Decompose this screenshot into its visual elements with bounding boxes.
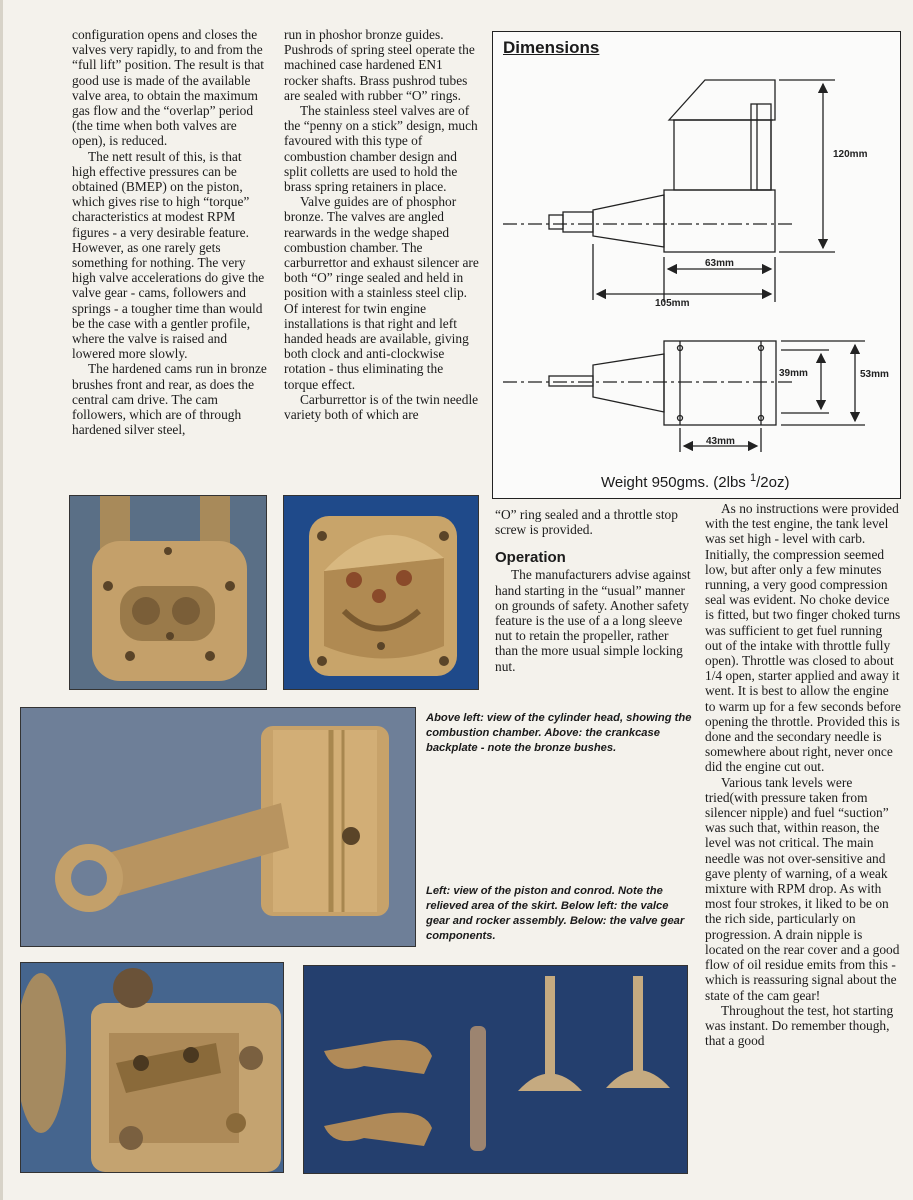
text-column-2 <box>284 27 480 422</box>
dim-outer-width-label: 53mm <box>860 369 889 380</box>
page-edge <box>0 0 3 1200</box>
crankcase-backplate-photo <box>283 495 479 690</box>
photo-caption-1: Above left: view of the cylinder head, showing the combustion chamber. Above: the crankcase backplate - note the bronze bushes. <box>426 712 692 754</box>
section-heading-operation: Operation <box>495 549 566 567</box>
dimensions-title: Dimensions <box>503 38 600 57</box>
paragraph: Valve guides are of phosphor bronze. The valves are angled rearwards in the wedge shaped combustion chamber. The carburrettor and exhaust silencer are both “O” ringe sealed and held in position with a stainless steel clip. Of interest for twin engine installations is that right and left handed heads are available, giving both clock and anti-clockwise rotation - thus eliminating the torque effect. <box>284 194 479 392</box>
dim-mount-spacing-label: 43mm <box>706 436 735 447</box>
dimensions-diagram <box>492 31 901 499</box>
weight-label: Weight 950gms. (2lbs $^1$/2oz) <box>601 472 790 491</box>
dim-inner-width-label: 39mm <box>779 368 808 379</box>
dim-overall-length-label: 105mm <box>655 298 690 309</box>
paragraph: “O” ring sealed and a throttle stop screw is provided. <box>495 507 678 538</box>
text-column-3 <box>495 507 691 674</box>
text-column-1 <box>72 27 268 437</box>
engine-drawing <box>493 32 900 498</box>
piston-conrod-photo <box>20 707 416 947</box>
valve-gear-assembly-photo <box>20 962 284 1173</box>
photo-caption-2: Left: view of the piston and conrod. Note the relieved area of the skirt. Below left: the valce gear and rocker assembly. Below: the valve gear components. <box>426 885 685 942</box>
valve-gear-components-photo <box>303 965 688 1174</box>
paragraph: The nett result of this, is that high effective pressures can be obtained (BMEP) on the piston, which gives rise to high “torque” characteristics at modest RPM figures - a very desirable feature. However, as one rarely gets something for nothing. The very high valve accelerations do give the valve gear - cams, followers and springs - a tougher time than would be the case with a gentler profile, where the valve is raised and lowered more slowly. <box>72 148 265 362</box>
cylinder-head-photo <box>69 495 267 690</box>
paragraph: run in phoshor bronze guides. Pushrods of spring steel operate the machined case hardened EN1 rocker shafts. Brass pushrod tubes are sealed with rubber “O” rings. <box>284 27 475 103</box>
paragraph: Throughout the test, hot starting was instant. Do remember though, that a good <box>705 1002 894 1049</box>
paragraph: As no instructions were provided with the test engine, the tank level was set high - level with carb. Initially, the compression seemed low, but after only a few minutes running, a very good compression seal was evident. No choke device is fitted, but two finger choked turns was sufficient to get fuel running out of the intake with throttle fully open). Throttle was closed to about 1/4 open, starter applied and away it went. It is best to allow the engine to warm up for a few seconds before opening the throttle. Provided this is done and the secondary needle is somewhere about right, never once did the engine cut out. <box>705 501 901 775</box>
paragraph: The hardened cams run in bronze brushes front and rear, as does the central cam drive. The cam followers, which are of through hardened silver steel, <box>72 361 267 438</box>
dim-height-label: 120mm <box>833 149 868 160</box>
paragraph: Carburrettor is of the twin needle variety both of which are <box>284 391 479 423</box>
paragraph: Various tank levels were tried(with pressure taken from silencer nipple) and fuel “suction” was such that, within reason, the level was not critical. The main needle was not over-sensitive and gave plenty of warning, of a weak mixture with RPM drop. As with most four strokes, it liked to be on the rich side, particularly on progression. A drain nipple is located on the rear cover and a good flow of oil residue emits from this - which is reassuring signal about the state of the cam gear! <box>705 774 900 1003</box>
paragraph: configuration opens and closes the valves very rapidly, to and from the “full lift” position. The result is that good use is made of the available valve area, to obtain the maximum gas flow and the “overlap” period (the time when both valves are open), is reduced. <box>72 27 265 149</box>
paragraph: The stainless steel valves are of the “penny on a stick” design, much favoured with this type of combustion chamber design and split colletts are used to hold the brass spring retainers in place. <box>284 103 478 195</box>
paragraph: The manufacturers advise against hand starting in the “usual” manner on grounds of safety. Another safety feature is the use of a a long sleeve nut to retain the propeller, rather than the more usual simple locking nut. <box>495 567 691 674</box>
dim-body-length-label: 63mm <box>705 258 734 269</box>
text-column-4 <box>705 501 901 1048</box>
